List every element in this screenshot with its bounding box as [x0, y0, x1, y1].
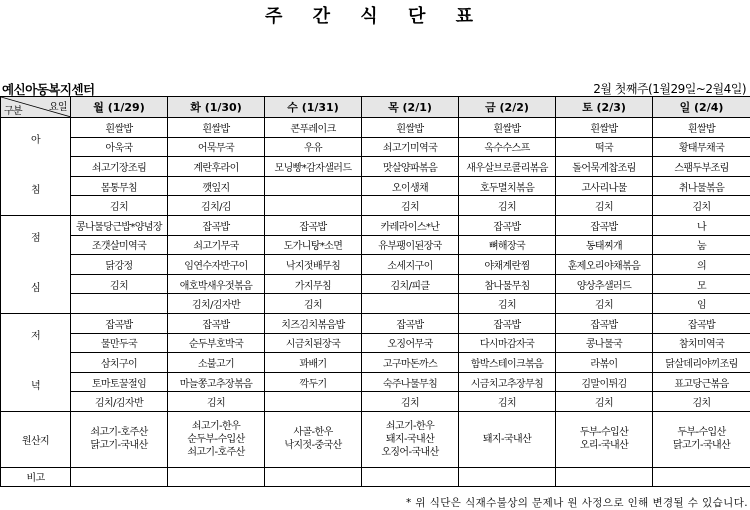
menu-item: 치즈김치볶음밥 [265, 313, 362, 333]
breakfast-row [1, 176, 750, 196]
origin-line: 닭고기-국내산 [90, 440, 148, 452]
dinner-row [1, 313, 750, 333]
menu-item: 김치 [653, 196, 750, 216]
meal-label-char: 침 [30, 185, 41, 197]
menu-item: 김치 [71, 274, 168, 294]
origin-line: 오리-국내산 [579, 440, 629, 452]
menu-item: 김말이튀김 [556, 372, 653, 392]
menu-item: 김치 [362, 392, 459, 412]
origin-label: 원산지 [1, 411, 71, 467]
note-cell [362, 467, 459, 486]
meal-label-char: 아 [30, 135, 41, 147]
menu-item: 잡곡밥 [265, 215, 362, 235]
day-header-sun: 일 (2/4) [653, 97, 750, 118]
menu-item: 임 [653, 294, 750, 314]
note-label: 비고 [1, 467, 71, 486]
menu-item: 잡곡밥 [168, 313, 265, 333]
menu-item: 잡곡밥 [556, 215, 653, 235]
breakfast-row [1, 137, 750, 157]
menu-item: 김치 [71, 196, 168, 216]
breakfast-label [1, 118, 71, 216]
origin-cell [265, 411, 362, 467]
menu-item: 옥수수스프 [459, 137, 556, 157]
menu-item: 흰쌀밥 [556, 118, 653, 138]
lunch-row [1, 215, 750, 235]
menu-item: 숙주나물무침 [362, 372, 459, 392]
meal-label-char: 심 [30, 283, 41, 295]
menu-item: 쇠고기미역국 [362, 137, 459, 157]
note-cell [556, 467, 653, 486]
meal-label-char: 점 [30, 233, 41, 245]
meal-label-char: 저 [30, 331, 41, 343]
meal-label-char: 녁 [30, 381, 41, 393]
menu-item: 모 [653, 274, 750, 294]
lunch-row [1, 274, 750, 294]
day-header-sat: 토 (2/3) [556, 97, 653, 118]
menu-item: 소세지구이 [362, 255, 459, 275]
origin-line: 쇠고기-호주산 [187, 446, 245, 458]
note-row [1, 467, 750, 486]
note-cell [459, 467, 556, 486]
note-cell [71, 467, 168, 486]
origin-row [1, 411, 750, 467]
origin-line: 두부-수입산 [579, 427, 629, 439]
dinner-label [1, 313, 71, 411]
menu-item: 쇠고기무국 [168, 235, 265, 255]
menu-item: 애호박새우젓볶음 [168, 274, 265, 294]
menu-item: 닭강정 [71, 255, 168, 275]
menu-item: 흰쌀밥 [653, 118, 750, 138]
menu-item: 참치미역국 [653, 333, 750, 353]
menu-item: 동태찌개 [556, 235, 653, 255]
menu-item: 김치 [556, 196, 653, 216]
day-header-mon: 월 (1/29) [71, 97, 168, 118]
menu-item: 마늘쫑고추장볶음 [168, 372, 265, 392]
menu-item: 오이생채 [362, 176, 459, 196]
origin-cell [362, 411, 459, 467]
day-header-tue: 화 (1/30) [168, 97, 265, 118]
menu-item: 호두멸치볶음 [459, 176, 556, 196]
menu-item: 잡곡밥 [556, 313, 653, 333]
menu-item: 꽈배기 [265, 353, 362, 373]
menu-item: 어묵무국 [168, 137, 265, 157]
page-title: 주 간 식 단 표 [264, 6, 485, 27]
menu-item [71, 294, 168, 314]
menu-item: 닭살데리야끼조림 [653, 353, 750, 373]
menu-item: 카레라이스*난 [362, 215, 459, 235]
menu-item: 유부팽이된장국 [362, 235, 459, 255]
menu-item: 잡곡밥 [459, 313, 556, 333]
menu-item: 흰쌀밥 [362, 118, 459, 138]
menu-item: 김치 [265, 294, 362, 314]
menu-item: 고구마돈까스 [362, 353, 459, 373]
menu-item: 계란후라이 [168, 157, 265, 177]
menu-item: 김치/김 [168, 196, 265, 216]
center-name: 예신아동복지센터 [2, 82, 95, 97]
origin-line: 낙지젓-중국산 [284, 440, 342, 452]
menu-item [362, 294, 459, 314]
corner-day: 요일 [48, 102, 67, 113]
origin-line: 쇠고기-한우 [191, 420, 241, 432]
note-cell [265, 467, 362, 486]
menu-item: 조갯살미역국 [71, 235, 168, 255]
menu-item: 오징어무국 [362, 333, 459, 353]
menu-item: 나 [653, 215, 750, 235]
menu-item: 김치 [556, 392, 653, 412]
menu-item: 낙지젓배무침 [265, 255, 362, 275]
menu-item: 흰쌀밥 [71, 118, 168, 138]
corner-header [1, 97, 71, 118]
menu-item: 다시마감자국 [459, 333, 556, 353]
menu-item: 가지무침 [265, 274, 362, 294]
lunch-row [1, 255, 750, 275]
origin-line: 쇠고기-한우 [385, 420, 435, 432]
menu-item: 황태무채국 [653, 137, 750, 157]
note-cell [653, 467, 750, 486]
menu-item: 김치 [362, 196, 459, 216]
dinner-row [1, 372, 750, 392]
menu-item: 잡곡밥 [459, 215, 556, 235]
origin-cell [168, 411, 265, 467]
day-header-fri: 금 (2/2) [459, 97, 556, 118]
corner-category: 구분 [4, 106, 23, 117]
menu-item: 삼치구이 [71, 353, 168, 373]
week-label: 2월 첫째주(1월29일~2월4일) [593, 82, 746, 96]
menu-item: 새우살브로콜리볶음 [459, 157, 556, 177]
menu-item: 표고당근볶음 [653, 372, 750, 392]
origin-line: 두부-수입산 [677, 427, 726, 439]
menu-item: 우유 [265, 137, 362, 157]
menu-item: 의 [653, 255, 750, 275]
origin-cell [556, 411, 653, 467]
menu-item: 함박스테이크볶음 [459, 353, 556, 373]
origin-line: 순두부-수입산 [187, 433, 245, 445]
menu-item: 맛살양파볶음 [362, 157, 459, 177]
lunch-label [1, 215, 71, 313]
menu-item: 김치 [459, 294, 556, 314]
menu-item: 잡곡밥 [653, 313, 750, 333]
menu-item: 콘푸레이크 [265, 118, 362, 138]
origin-line: 오징어-국내산 [381, 446, 439, 458]
day-header-thu: 목 (2/1) [362, 97, 459, 118]
breakfast-row [1, 118, 750, 138]
menu-item: 도가니탕*소면 [265, 235, 362, 255]
origin-line: 돼지-국내산 [385, 433, 435, 445]
menu-item: 잡곡밥 [362, 313, 459, 333]
menu-item: 콩나물국 [556, 333, 653, 353]
menu-item: 몸통무침 [71, 176, 168, 196]
dinner-row [1, 392, 750, 412]
menu-item [265, 176, 362, 196]
menu-item: 물만두국 [71, 333, 168, 353]
origin-cell [653, 411, 750, 467]
menu-item: 양상추샐러드 [556, 274, 653, 294]
menu-item: 훈제오리야채볶음 [556, 255, 653, 275]
menu-item: 흰쌀밥 [168, 118, 265, 138]
menu-item: 고사리나물 [556, 176, 653, 196]
origin-cell [71, 411, 168, 467]
menu-item: 눔 [653, 235, 750, 255]
menu-item [265, 196, 362, 216]
menu-item: 스팸두부조림 [653, 157, 750, 177]
menu-item: 잡곡밥 [71, 313, 168, 333]
menu-item: 흰쌀밥 [459, 118, 556, 138]
menu-item: 깍두기 [265, 372, 362, 392]
origin-line: 닭고기-국내산 [672, 440, 731, 452]
menu-item: 뼈해장국 [459, 235, 556, 255]
lunch-row [1, 294, 750, 314]
menu-item [265, 392, 362, 412]
origin-line: 사골-한우 [293, 427, 333, 439]
menu-item: 김치 [459, 196, 556, 216]
note-cell [168, 467, 265, 486]
header-row [1, 97, 750, 118]
breakfast-row [1, 196, 750, 216]
menu-item: 아욱국 [71, 137, 168, 157]
menu-item: 김치 [653, 392, 750, 412]
menu-item: 시금치고추장무침 [459, 372, 556, 392]
dinner-row [1, 333, 750, 353]
menu-item: 취나물볶음 [653, 176, 750, 196]
menu-item: 김치/피클 [362, 274, 459, 294]
menu-item: 김치 [168, 392, 265, 412]
menu-item: 떡국 [556, 137, 653, 157]
menu-item: 콩나물당근밥*양념장 [71, 215, 168, 235]
menu-item: 야채계란찜 [459, 255, 556, 275]
day-header-wed: 수 (1/31) [265, 97, 362, 118]
menu-item: 잡곡밥 [168, 215, 265, 235]
origin-cell [459, 411, 556, 467]
menu-item: 김치 [459, 392, 556, 412]
menu-item: 돌어묵게찹조림 [556, 157, 653, 177]
menu-item: 토마토꿀절임 [71, 372, 168, 392]
origin-line: 쇠고기-호주산 [90, 427, 148, 439]
origin-line: 돼지-국내산 [482, 433, 532, 445]
dinner-row [1, 353, 750, 373]
breakfast-row [1, 157, 750, 177]
menu-item: 시금치된장국 [265, 333, 362, 353]
menu-item: 소불고기 [168, 353, 265, 373]
footer-note: * 위 식단은 식재수불상의 문제나 원 사정으로 인해 변경될 수 있습니다. [406, 497, 748, 509]
meal-table [0, 96, 750, 487]
menu-item: 깻잎지 [168, 176, 265, 196]
menu-item: 김치/김자반 [71, 392, 168, 412]
lunch-row [1, 235, 750, 255]
menu-item: 쇠고기장조림 [71, 157, 168, 177]
menu-item: 김치 [556, 294, 653, 314]
menu-item: 참나물무침 [459, 274, 556, 294]
menu-item: 김치/김자반 [168, 294, 265, 314]
menu-item: 임연수자반구이 [168, 255, 265, 275]
menu-item: 모닝빵*감자샐러드 [265, 157, 362, 177]
menu-item: 라볶이 [556, 353, 653, 373]
menu-item: 순두부호박국 [168, 333, 265, 353]
